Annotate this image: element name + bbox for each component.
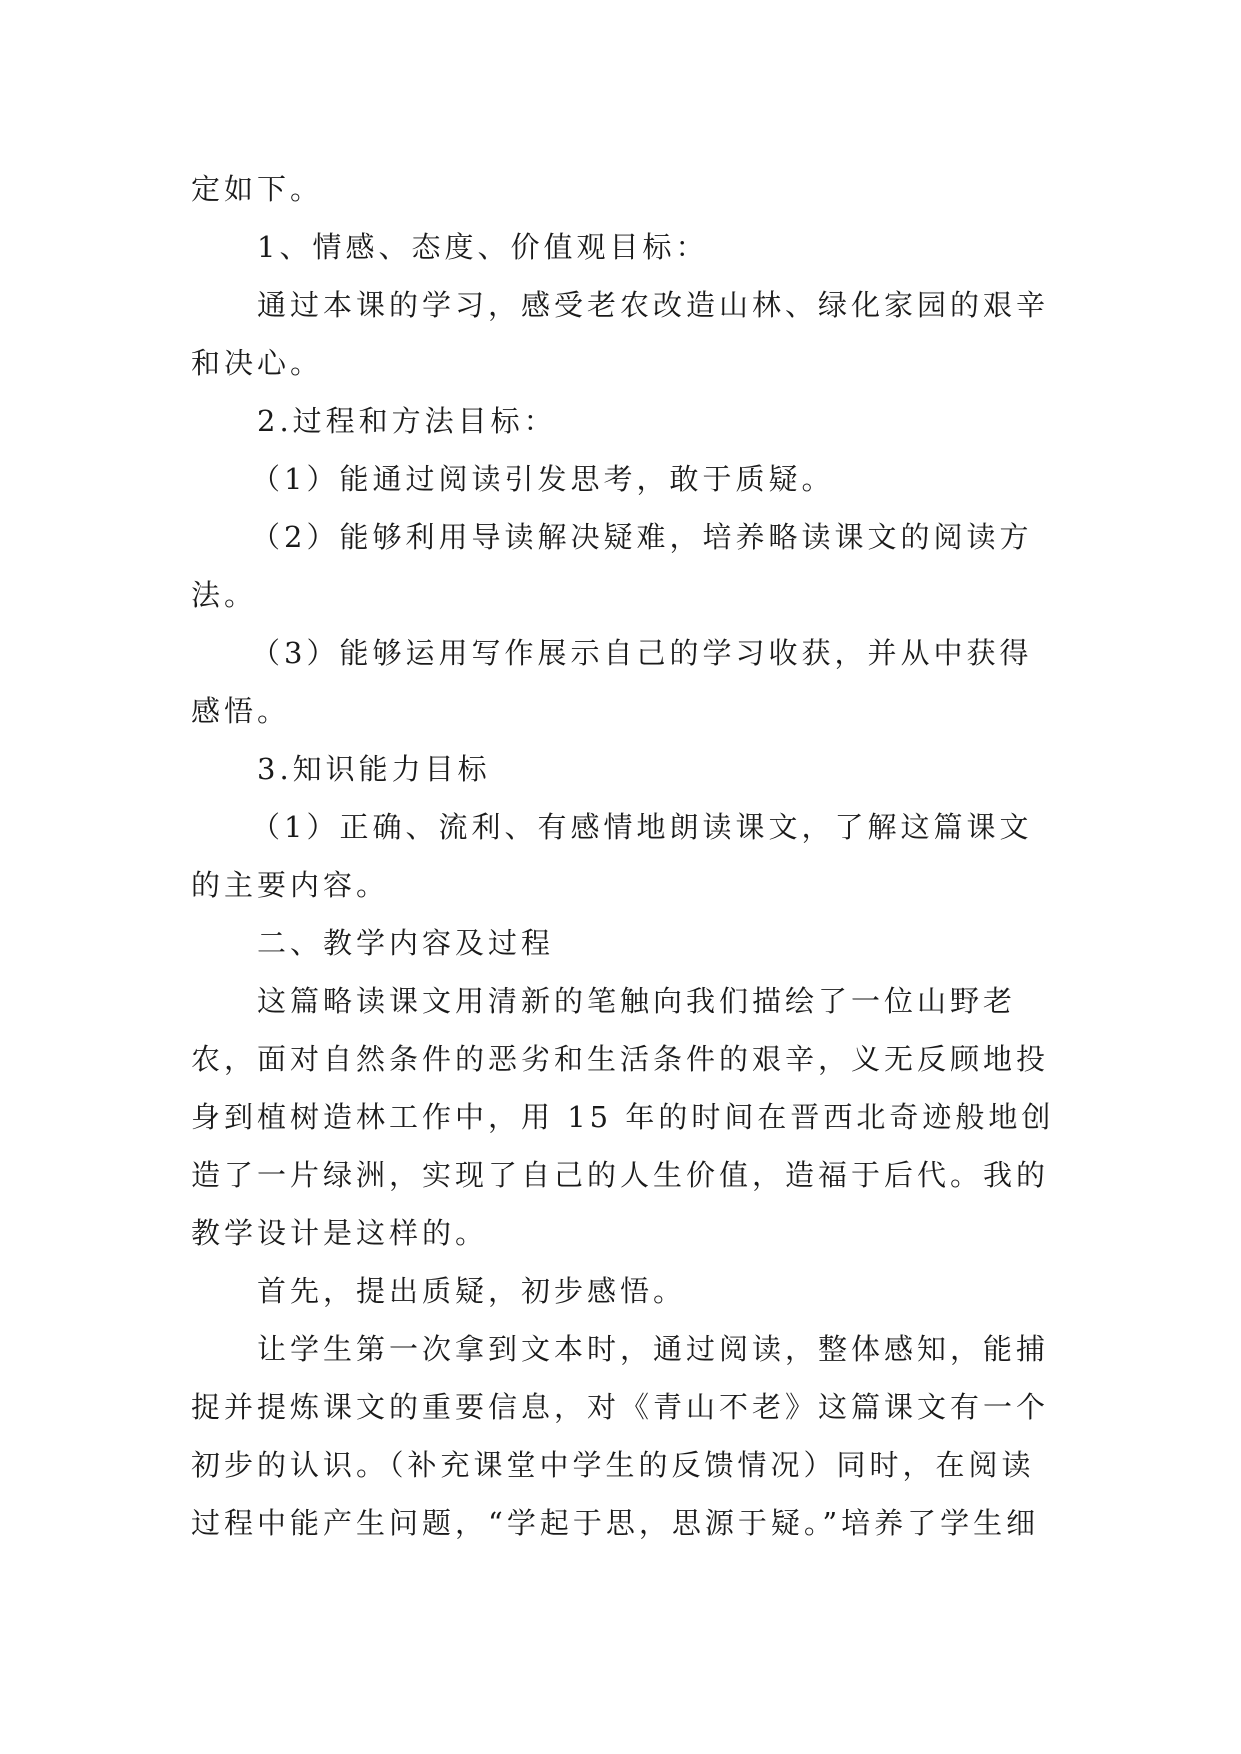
text-line: 通过本课的学习，感受老农改造山林、绿化家园的艰辛 bbox=[257, 288, 1050, 322]
text-line: 初步的认识。（补充课堂中学生的反馈情况）同时，在阅读 bbox=[191, 1448, 1035, 1482]
text-line: 和决心。 bbox=[191, 346, 324, 380]
text-line: 这篇略读课文用清新的笔触向我们描绘了一位山野老 bbox=[257, 984, 1017, 1018]
text-line: 定如下。 bbox=[191, 172, 324, 206]
text-line: 感悟。 bbox=[191, 694, 291, 728]
section-heading: 二、教学内容及过程 bbox=[257, 926, 555, 960]
text-line: 法。 bbox=[191, 578, 258, 612]
text-line: 让学生第一次拿到文本时，通过阅读，整体感知，能捕 bbox=[257, 1332, 1050, 1366]
text-line: 造了一片绿洲，实现了自己的人生价值，造福于后代。我的 bbox=[191, 1158, 1050, 1192]
text-line: 3.知识能力目标 bbox=[257, 752, 491, 786]
text-line: （2）能够利用导读解决疑难，培养略读课文的阅读方 bbox=[251, 520, 1033, 554]
text-line: 1、情感、态度、价值观目标： bbox=[257, 230, 709, 264]
text-line: （1）正确、流利、有感情地朗读课文，了解这篇课文 bbox=[251, 810, 1033, 844]
text-line: 农，面对自然条件的恶劣和生活条件的艰辛，义无反顾地投 bbox=[191, 1042, 1050, 1076]
text-line: 教学设计是这样的。 bbox=[191, 1216, 489, 1250]
text-line: 捉并提炼课文的重要信息，对《青山不老》这篇课文有一个 bbox=[191, 1390, 1050, 1424]
text-line: 的主要内容。 bbox=[191, 868, 390, 902]
document-body bbox=[191, 160, 1055, 1552]
text-line: 首先，提出质疑，初步感悟。 bbox=[257, 1274, 687, 1308]
text-line: （3）能够运用写作展示自己的学习收获，并从中获得 bbox=[251, 636, 1033, 670]
text-line: 2.过程和方法目标： bbox=[257, 404, 557, 438]
text-line: 身到植树造林工作中，用 15 年的时间在晋西北奇迹般地创 bbox=[191, 1100, 1055, 1134]
text-line: （1）能通过阅读引发思考，敢于质疑。 bbox=[251, 462, 835, 496]
text-line: 过程中能产生问题，“学起于思，思源于疑。”培养了学生细 bbox=[191, 1506, 1040, 1540]
